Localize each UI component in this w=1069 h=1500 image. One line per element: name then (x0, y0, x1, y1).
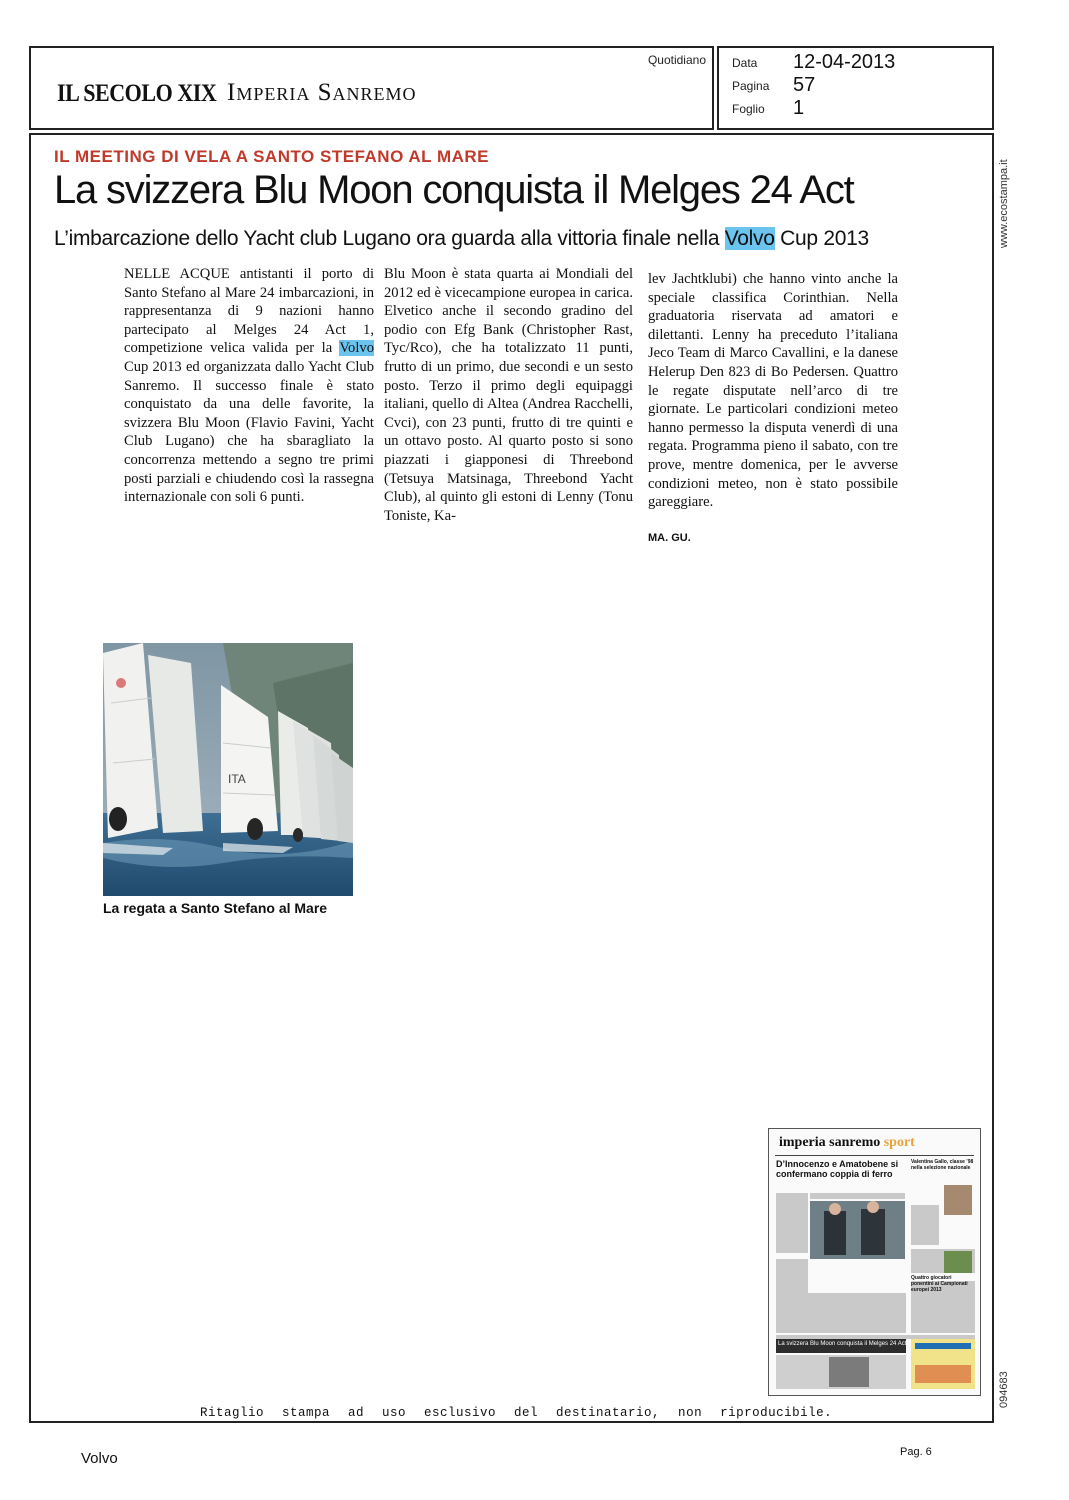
article-byline: MA. GU. (648, 532, 691, 544)
subhead-text-end: Cup 2013 (774, 227, 869, 250)
col1-text: NELLE ACQUE antistanti il porto di Santo Stefano al Mare 24 imbarcazioni, in rappresentanza di 9 nazioni hanno partecipato al Melges 24 Act 1, competizione velica valida per la (124, 266, 374, 357)
regatta-photo (103, 643, 353, 896)
col1-text-end: Cup 2013 ed organizzata dallo Yacht Club Sanremo. Il successo finale è stato conquistato da una delle favorite, la svizzera Blu Moon (Flavio Favini, Yacht Club Lugano) che ha sbaragliato la concorrenza mettendo a segno tre primi posti parziali e chiudendo così la rassegna internazionale con soli 6 punti. (124, 358, 374, 506)
keyword-label: Volvo (81, 1450, 118, 1467)
article-column-3: lev Jachtklubi) che hanno vinto anche la speciale classifica Corinthian. Nella graduatoria riservata ad amatori e dilettanti. Lenny ha preceduto l’italiana Jeco Team di Marco Cavallini, e la danese Helerup Den 823 di Bo Pedersen. Quattro le regate disputate nell’arco di tre giornate. Le particolari condizioni meteo hanno permesso la disputa venerdì di una regata. Programma pieno il sabato, con tre prove, mentre domenica, per le avverse condizioni meteo, non è stato possibile gareggiare. (648, 271, 898, 511)
section-name: Imperia Sanremo (227, 79, 417, 106)
publication-type: Quotidiano (647, 53, 706, 67)
page-number: Pag. 6 (900, 1446, 932, 1458)
pagina-label: Pagina (732, 79, 770, 93)
thumbnail-story-1: D’Innocenzo e Amatobene si confermano coppia di ferro (776, 1159, 899, 1179)
thumbnail-story-3: Quattro giocatori ponentini ai Campionati europei 2013 (911, 1275, 968, 1293)
article-headline: La svizzera Blu Moon conquista il Melges 24 Act (54, 168, 854, 212)
pagina-value: 57 (793, 74, 816, 96)
masthead-box (29, 46, 714, 130)
col1-keyword: Volvo (339, 340, 374, 357)
source-website: www.ecostampa.it (998, 159, 1010, 248)
thumbnail-title-main: imperia sanremo (779, 1135, 881, 1150)
date-box (717, 46, 994, 130)
article-column-1 (124, 265, 374, 507)
thumbnail-title-sport: sport (883, 1135, 915, 1150)
data-value: 12-04-2013 (793, 51, 896, 73)
article-kicker: IL MEETING DI VELA A SANTO STEFANO AL MARE (54, 147, 490, 166)
foglio-value: 1 (793, 97, 805, 119)
svg-text:ITA: ITA (228, 772, 246, 786)
article-subhead (54, 227, 869, 251)
thumbnail-bottom-headline: La svizzera Blu Moon conquista il Melges 24 Act (778, 1341, 907, 1347)
foglio-label: Foglio (732, 102, 765, 116)
thumbnail-body (769, 1129, 980, 1395)
document-code: 094683 (998, 1371, 1010, 1408)
newspaper-name: IL SECOLO XIX (57, 80, 217, 107)
subhead-text: L’imbarcazione dello Yacht club Lugano ora guarda alla vittoria finale nella (54, 227, 725, 250)
thumbnail-story-2: Valentina Gallo, classe ’98 nella selezione nazionale (911, 1159, 974, 1171)
article-column-2: Blu Moon è stata quarta ai Mondiali del 2012 ed è vicecampione europea in carica. Elvetico anche il secondo gradino del podio con Efg Bank (Christopher Rast, Tyc/Rco), che ha totalizzato 11 punti, frutto di un primo, due secondi e un sesto posto. Terzo il primo degli equipaggi italiani, quello di Altea (Andrea Racchelli, Cvci), con 23 punti, frutto di tre quinti e un ottavo posto. Al quarto posto si sono piazzati i giapponesi di Threebond (Tetsuya Matsinaga, Threebond Yacht Club), al quinto gli estoni di Lenny (Tonu Toniste, Ka- (384, 266, 633, 524)
copyright-notice: Ritaglio stampa ad uso esclusivo del destinatario, non riproducibile. (200, 1406, 833, 1420)
data-label: Data (732, 56, 758, 70)
subhead-keyword: Volvo (724, 227, 775, 250)
page-thumbnail (768, 1128, 981, 1396)
photo-caption: La regata a Santo Stefano al Mare (103, 900, 328, 916)
